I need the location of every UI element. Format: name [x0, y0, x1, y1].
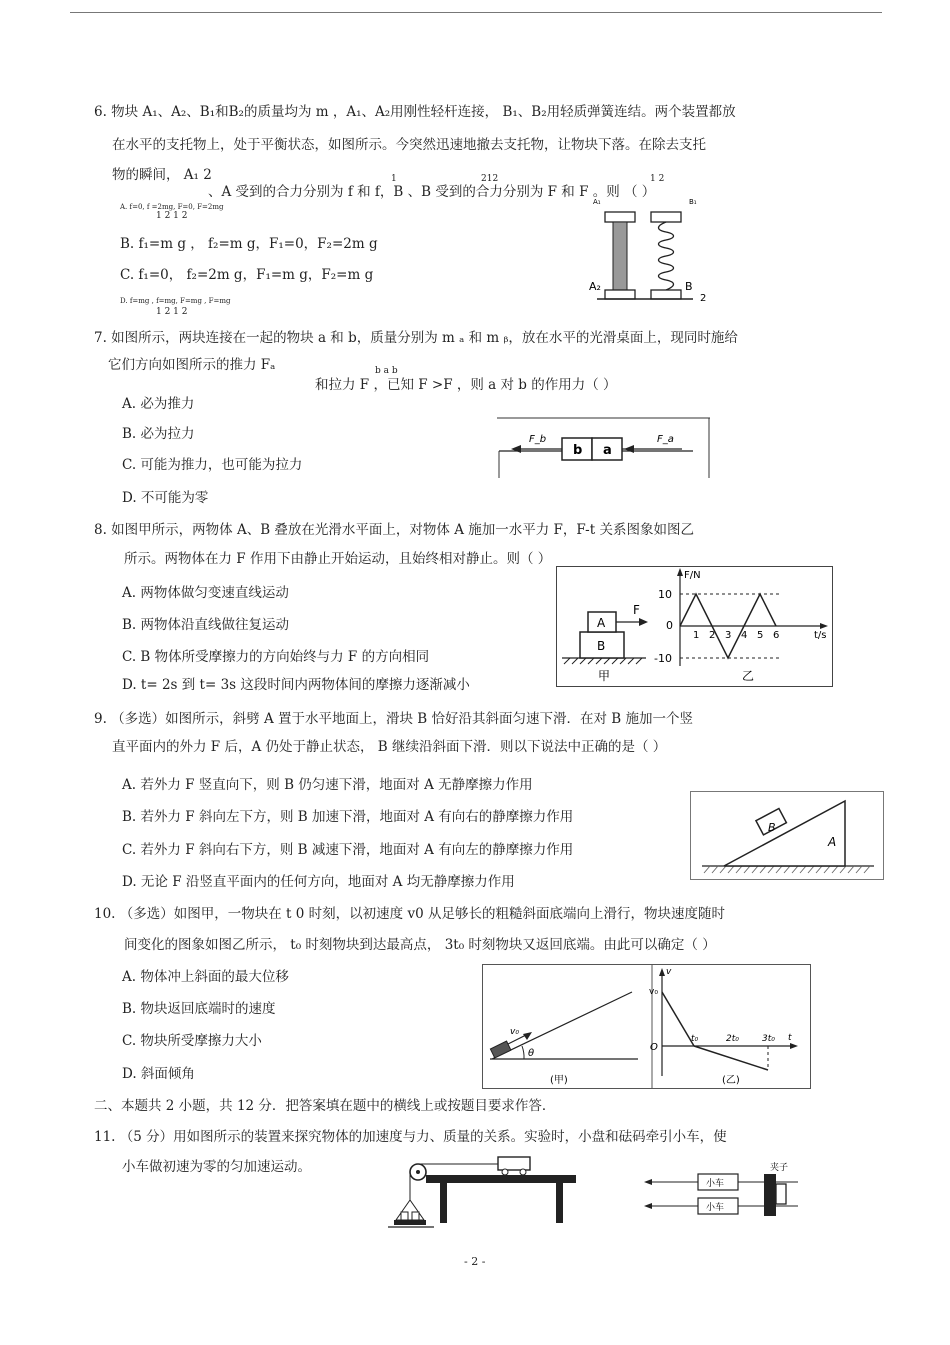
q11-clip-figure — [642, 1158, 802, 1220]
q11-line1: 11. （5 分）用如图所示的装置来探究物体的加速度与力、质量的关系。实验时，小盘和砝码牵引小车，使 — [94, 1129, 727, 1145]
q7-fb-arrowhead — [511, 445, 521, 453]
q10-t-axis-arrow — [790, 1043, 798, 1049]
q8-option-a: A. 两物体做匀变速直线运动 — [122, 585, 289, 601]
q10-3t0-tick: 3t₀ — [762, 1034, 775, 1044]
q10-v-axis-arrow — [659, 968, 665, 976]
q6-block-b1 — [651, 212, 681, 222]
q11-clip-handle — [776, 1184, 786, 1204]
q11-pan — [394, 1220, 426, 1225]
q7-fa-label: F_a — [657, 434, 674, 445]
q9-option-d: D. 无论 F 沿竖直平面内的任何方向，地面对 A 均无静摩擦力作用 — [122, 874, 515, 890]
q9-option-b: B. 若外力 F 斜向左下方，则 B 加速下滑，地面对 A 有向右的静摩擦力作用 — [122, 809, 574, 825]
q8-line2: 所示。两物体在力 F 作用下由静止开始运动，且始终相对静止。则（ ） — [124, 551, 552, 567]
q11-weight-1 — [401, 1212, 408, 1220]
q10-option-c: C. 物块所受摩擦力大小 — [122, 1033, 262, 1049]
q8-force-arrowhead — [639, 618, 648, 626]
q9-wedge-a-label: A — [828, 835, 837, 849]
q10-option-b: B. 物块返回底端时的速度 — [122, 1001, 276, 1017]
q6-fig-b-label: B — [685, 280, 693, 293]
q11-string-lower-arrow — [644, 1203, 652, 1209]
q8-y-axis-label: F/N — [684, 570, 701, 581]
q8-y-tick-neg10: -10 — [654, 652, 672, 665]
q7-line2-sub: b a b — [375, 366, 398, 376]
q7-block-b-label: b — [573, 443, 583, 458]
q6-block-a1 — [605, 212, 635, 222]
q8-x-tick-label: 6 — [773, 630, 780, 641]
q8-line1: 8. 如图甲所示，两物体 A、B 叠放在光滑水平面上，对物体 A 施加一水平力 F，F-t 关系图象如图乙 — [94, 522, 694, 538]
q6-fig-2-label: 2 — [700, 293, 707, 304]
q6-fig-b1-label: B₁ — [689, 198, 697, 206]
q7-block-a-label: a — [603, 443, 612, 458]
q6-line2: 在水平的支托物上，处于平衡状态，如图所示。今突然迅速地撤去支托物，让物块下落。在除去支托 — [112, 137, 706, 153]
q10-yi-label: (乙) — [722, 1075, 740, 1086]
q11-table-leg-left — [440, 1183, 447, 1223]
q7-line1: 7. 如图所示，两块连接在一起的物块 a 和 b，质量分别为 m ₐ 和 m ᵦ，放在水平的光滑桌面上，现同时施给 — [94, 330, 738, 346]
q11-cart-wheel-left — [502, 1169, 508, 1175]
q7-figure — [497, 418, 710, 480]
q6-block-a2 — [605, 290, 635, 299]
q6-fig-a1-label: A₁ — [593, 198, 601, 206]
q11-string-upper-arrow — [644, 1179, 652, 1185]
q6-rigid-rod — [613, 222, 627, 290]
q8-x-tick-label: 1 — [693, 630, 700, 641]
q8-x-axis-label: t/s — [814, 630, 827, 641]
q9-wedge-a — [724, 801, 845, 866]
q10-option-d: D. 斜面倾角 — [122, 1066, 195, 1082]
q11-cart-lower-label: 小车 — [706, 1203, 725, 1213]
q10-vt-up-segment — [662, 992, 694, 1046]
q10-t0-tick: t₀ — [691, 1034, 699, 1044]
q8-x-tick-label: 2 — [709, 630, 716, 641]
q10-figure-frame — [483, 965, 811, 1089]
q10-theta-label: θ — [528, 1048, 535, 1059]
q10-line2: 间变化的图象如图乙所示， t₀ 时刻物块到达最高点， 3t₀ 时刻物块又返回底端。由此可以确定（ ） — [124, 937, 716, 953]
q8-yi-label: 乙 — [742, 669, 755, 683]
q11-cart — [498, 1157, 530, 1170]
q8-x-tick-label: 5 — [757, 630, 764, 641]
q9-ground-hatch — [704, 866, 870, 873]
q10-v0-arrowhead — [523, 1032, 532, 1040]
q6-sub-1: 1 — [391, 174, 397, 184]
q8-option-d: D. t= 2s 到 t= 3s 这段时间内两物体间的摩擦力逐渐减小 — [122, 677, 470, 693]
q11-clip — [764, 1174, 776, 1216]
q9-figure — [690, 791, 885, 881]
q10-2t0-tick: 2t₀ — [726, 1034, 739, 1044]
q8-y-tick-10: 10 — [658, 588, 672, 601]
q6-option-b: B. f₁=m g ， f₂=m g，F₁=0，F₂=2m g — [120, 236, 378, 252]
q10-vt-down-segment — [694, 1046, 768, 1070]
q8-y-tick-0: 0 — [666, 619, 673, 632]
q8-option-b: B. 两物体沿直线做往复运动 — [122, 617, 290, 633]
q8-block-a-label: A — [597, 616, 606, 630]
q8-y-axis-arrow — [677, 568, 683, 576]
q6-line1: 6. 物块 A₁、A₂、B₁和B₂的质量均为 m ，A₁、A₂用刚性轻杆连接， B₁、B₂用轻质弹簧连结。两个装置都放 — [94, 104, 736, 120]
q6-option-d-sub: 1 2 1 2 — [156, 307, 188, 317]
q10-v0-tick: v₀ — [649, 987, 658, 997]
q8-ft-chart — [654, 568, 828, 683]
q9-line2: 直平面内的外力 F 后，A 仍处于静止状态， B 继续沿斜面下滑．则以下说法中正确的是（ ） — [112, 739, 667, 755]
q9-option-c: C. 若外力 F 斜向右下方，则 B 减速下滑，地面对 A 有向左的静摩擦力作用 — [122, 842, 574, 858]
q7-fb-label: F_b — [529, 434, 547, 445]
q11-pulley-axle — [416, 1170, 420, 1174]
q10-line1: 10. （多选）如图甲，一物块在 t 0 时刻，以初速度 v0 从足够长的粗糙斜面底端向上滑行，物块速度随时 — [94, 906, 725, 922]
q10-t-axis-label: t — [788, 1033, 792, 1043]
q9-block-b-label: B — [768, 821, 776, 834]
q10-angle-arc — [522, 1046, 524, 1059]
q8-force-label: F — [633, 603, 640, 617]
q6-block-b2 — [651, 290, 681, 299]
q10-option-a: A. 物体冲上斜面的最大位移 — [122, 969, 289, 985]
q7-line2: 它们方向如图所示的推力 Fₐ — [108, 357, 276, 373]
q7-option-d: D. 不可能为零 — [122, 490, 209, 506]
q6-spring — [659, 222, 674, 290]
q6-line4: 、A 受到的合力分别为 f 和 f，B 、B 受到的合力分别为 F 和 F 。则 （ ） — [208, 184, 656, 200]
q8-x-axis-arrow — [820, 623, 828, 629]
q11-weight-2 — [412, 1212, 419, 1220]
q11-table-leg-right — [556, 1183, 563, 1223]
q11-cart-upper-label: 小车 — [706, 1179, 725, 1189]
q8-option-c: C. B 物体所受摩擦力的方向始终与力 F 的方向相同 — [122, 649, 430, 665]
q7-option-a: A. 必为推力 — [122, 396, 195, 412]
q6-option-a: A. f=0, f =2mg, F=0, F=2mg — [120, 203, 224, 211]
q9-option-a: A. 若外力 F 竖直向下，则 B 仍匀速下滑，地面对 A 无静摩擦力作用 — [122, 777, 533, 793]
q7-option-c: C. 可能为推力，也可能为拉力 — [122, 457, 303, 473]
q11-pan-strings — [396, 1200, 424, 1220]
q6-line3: 物的瞬间， A₁ 2 — [112, 167, 212, 183]
q6-option-d: D. f=mg , f=mg, F=mg , F=mg — [120, 297, 231, 305]
q6-figure — [575, 190, 725, 310]
q7-fa-arrowhead — [624, 445, 634, 453]
q11-cart-wheel-right — [520, 1169, 526, 1175]
q8-x-tick-label: 3 — [725, 630, 732, 641]
q10-v0-label: v₀ — [510, 1027, 519, 1037]
q11-clip-label: 夹子 — [770, 1163, 789, 1173]
q10-origin-label: O — [650, 1042, 658, 1053]
q10-incline — [492, 992, 632, 1059]
q8-block-b-label: B — [597, 639, 606, 653]
q8-figure — [556, 566, 834, 688]
q10-figure — [482, 964, 812, 1091]
q6-sub-12: 1 2 — [650, 174, 665, 184]
q7-line3: 和拉力 F ，已知 F >F ，则 a 对 b 的作用力（ ） — [315, 377, 617, 393]
q11-table-top — [426, 1175, 576, 1183]
q7-option-b: B. 必为拉力 — [122, 426, 195, 442]
q8-x-tick-label: 4 — [741, 630, 748, 641]
q8-jia-label: 甲 — [598, 669, 611, 683]
q8-ground-hatch — [564, 658, 642, 664]
top-rule — [70, 12, 882, 13]
q11-apparatus-figure — [388, 1150, 588, 1232]
section-2-heading: 二、本题共 2 小题，共 12 分．把答案填在题中的横线上或按题目要求作答． — [94, 1098, 556, 1114]
q10-jia-label: (甲) — [550, 1075, 568, 1086]
q6-option-c: C. f₁=0， f₂=2m g，F₁=m g，F₂=m g — [120, 267, 374, 283]
q9-line1: 9. （多选）如图所示，斜劈 A 置于水平地面上，滑块 B 恰好沿其斜面匀速下滑．在对 B 施加一个竖 — [94, 711, 694, 727]
q6-fig-a2-label: A₂ — [589, 280, 601, 293]
q6-option-a-sub: 1 2 1 2 — [156, 211, 188, 221]
q6-sub-212: 212 — [481, 174, 499, 184]
q11-line2: 小车做初速为零的匀加速运动。 — [122, 1159, 311, 1175]
q10-v-axis-label: v — [666, 967, 672, 977]
page-number: - 2 - — [464, 1255, 486, 1268]
